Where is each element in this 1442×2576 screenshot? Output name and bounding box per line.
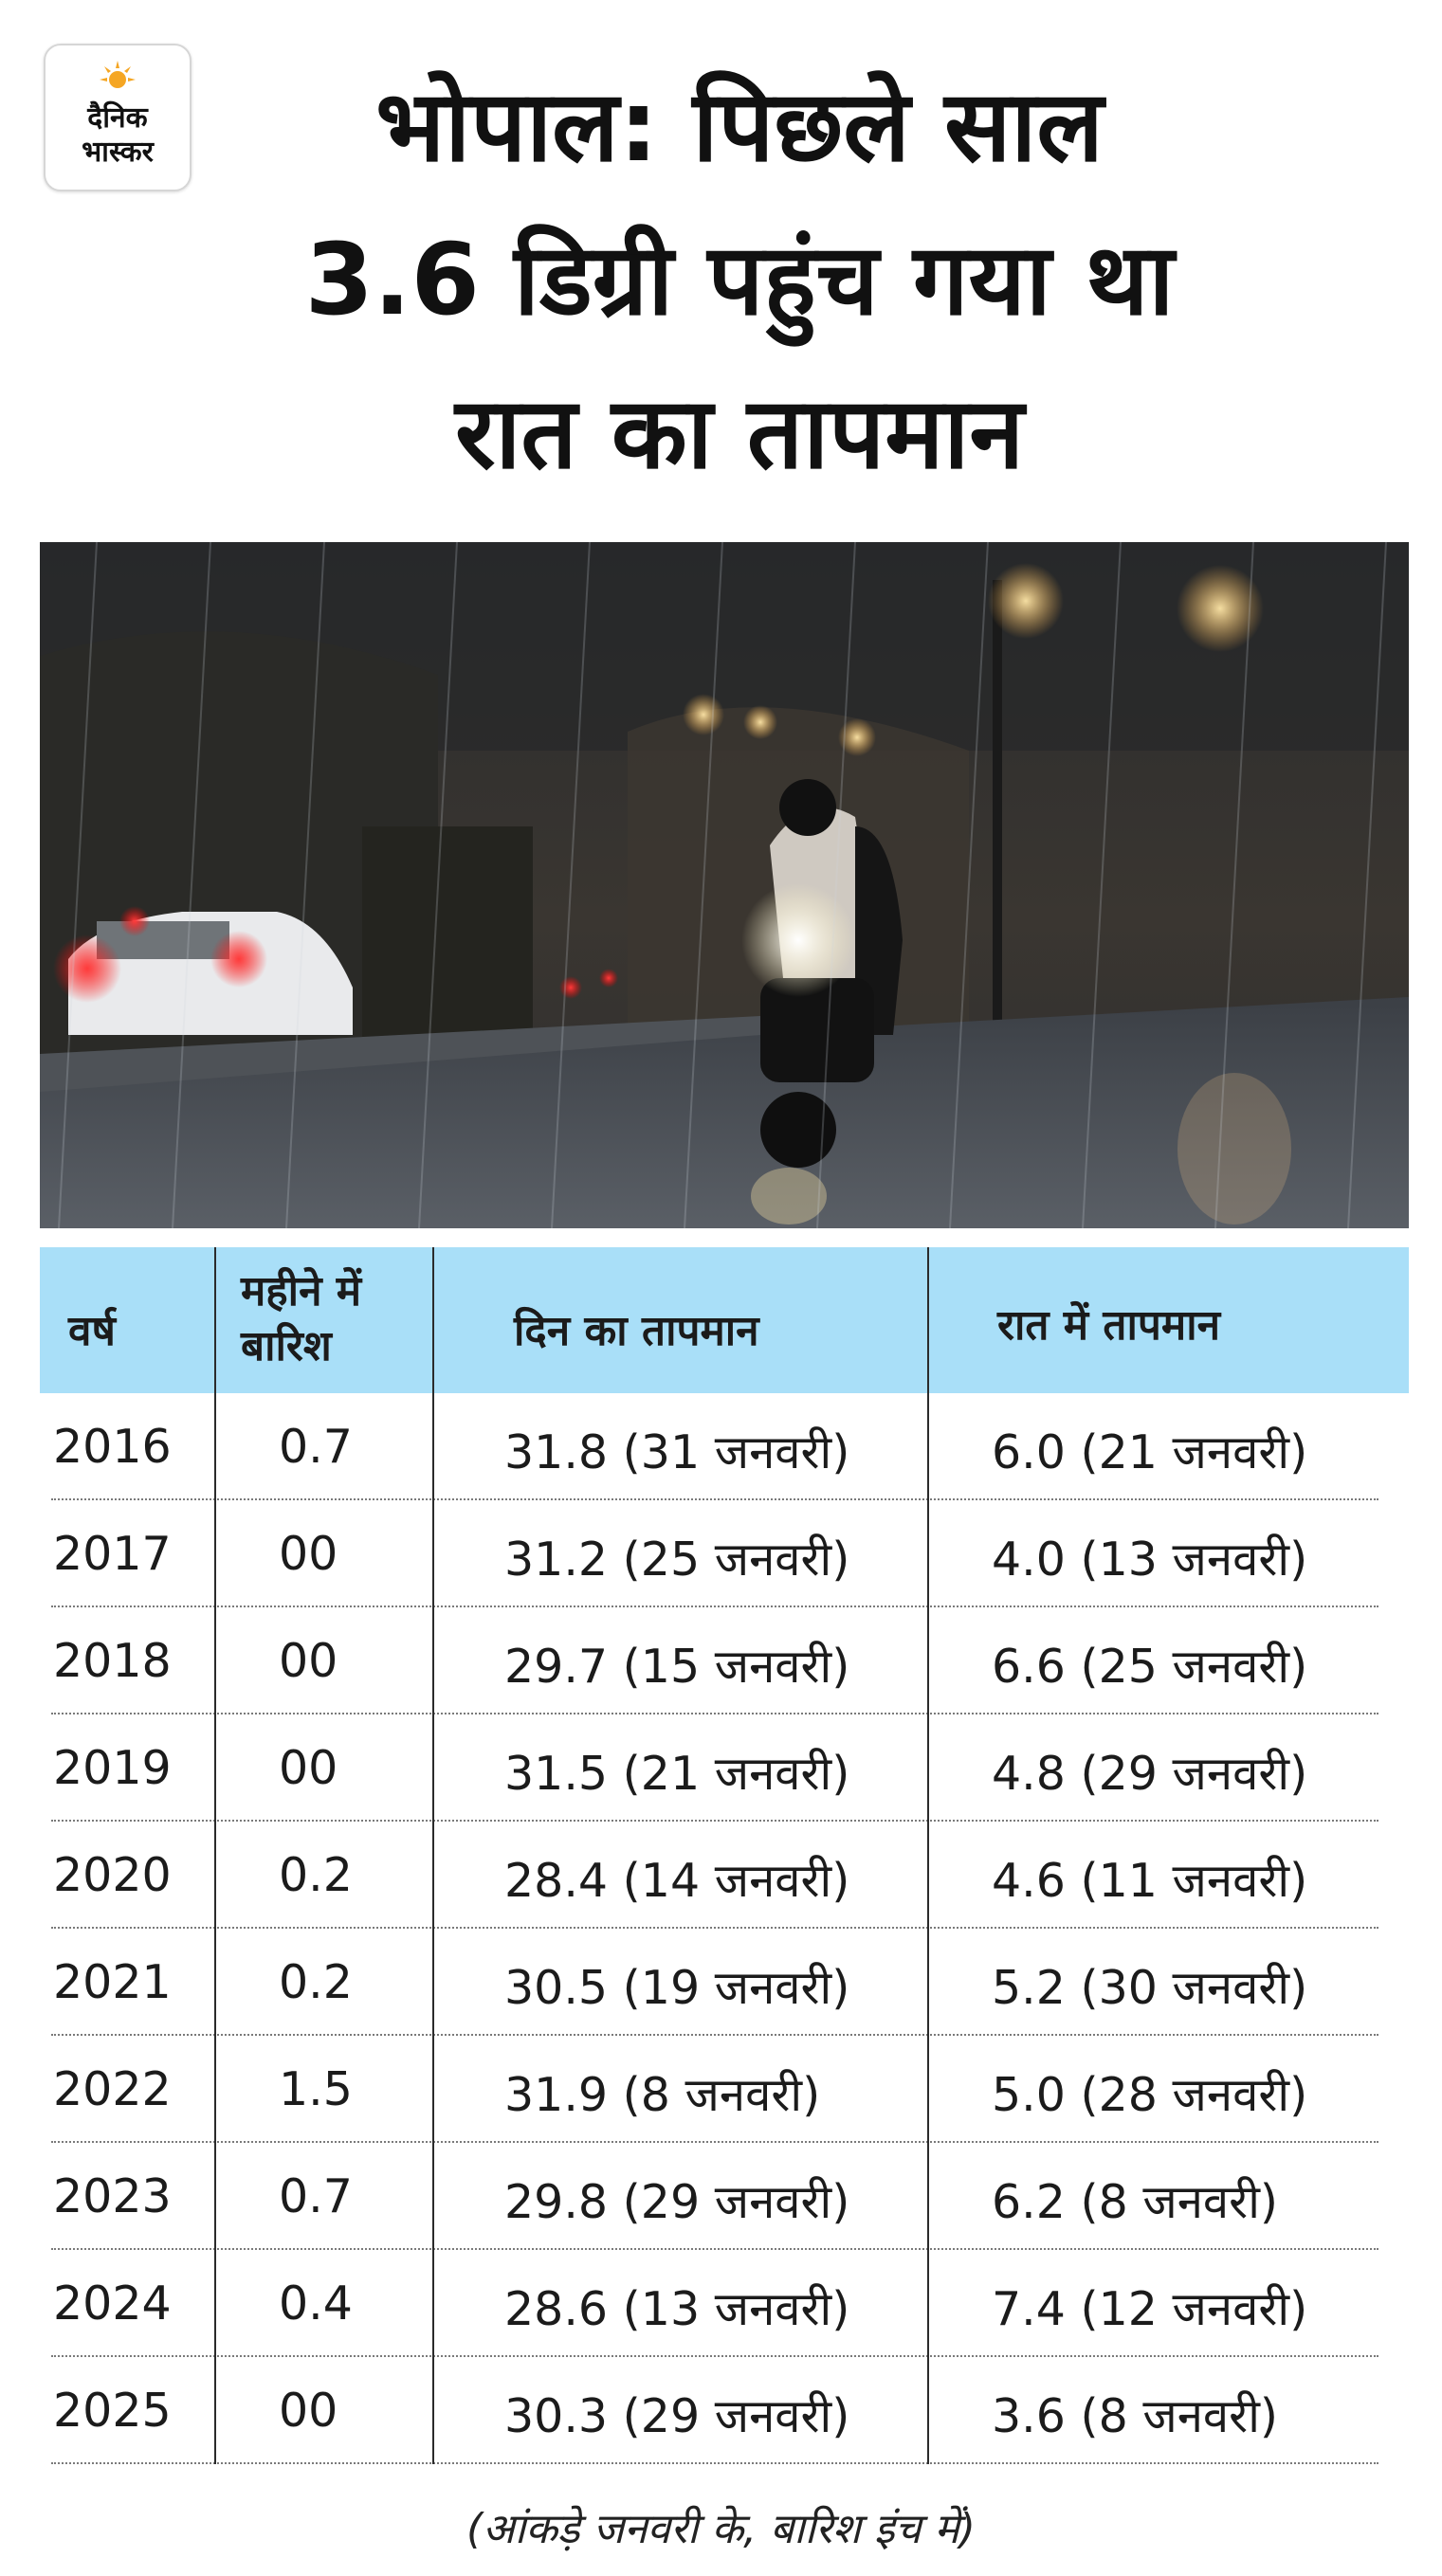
table-body: [40, 1393, 1409, 2464]
rainy-night-road-photo: [40, 542, 1409, 1228]
table-row: [40, 2250, 1409, 2357]
table-row: [40, 1714, 1409, 1822]
footnote: (आंकड़े जनवरी के, बारिश इंच में): [466, 2505, 976, 2553]
cell-year: 2023: [53, 2169, 172, 2223]
cell-day-temperature: 30.3 (29 जनवरी): [504, 2389, 850, 2443]
cell-rain: 00: [279, 1527, 338, 1581]
cell-night-temperature: 5.2 (30 जनवरी): [992, 1961, 1308, 2015]
logo-text-line2: भास्कर: [82, 136, 154, 169]
cell-night-temperature: 7.4 (12 जनवरी): [992, 2282, 1308, 2336]
header-monthly-rain: [241, 1264, 430, 1374]
row-separator: [51, 2462, 1378, 2464]
cell-year: 2019: [53, 1741, 172, 1795]
column-divider: [927, 1247, 929, 2464]
cell-day-temperature: 31.2 (25 जनवरी): [504, 1533, 850, 1587]
table-header: [40, 1247, 1409, 1393]
cell-rain: 0.2: [279, 1955, 353, 2009]
headline: [190, 49, 1289, 510]
header-rain-line2: बारिश: [241, 1322, 332, 1370]
cell-day-temperature: 28.4 (14 जनवरी): [504, 1854, 850, 1908]
logo-text-line1: दैनिक: [87, 101, 148, 135]
cell-rain: 1.5: [279, 2062, 353, 2116]
headline-line-3: रात का तापमान: [454, 375, 1025, 491]
table-row: [40, 1822, 1409, 1929]
cell-night-temperature: 4.6 (11 जनवरी): [992, 1854, 1308, 1908]
table-row: [40, 1393, 1409, 1500]
cell-night-temperature: 6.6 (25 जनवरी): [992, 1640, 1308, 1694]
cell-rain: 0.2: [279, 1848, 353, 1902]
sun-icon: [99, 59, 137, 97]
cell-night-temperature: 3.6 (8 जनवरी): [992, 2389, 1279, 2443]
cell-year: 2024: [53, 2277, 172, 2331]
table-row: [40, 1500, 1409, 1607]
cell-day-temperature: 30.5 (19 जनवरी): [504, 1961, 850, 2015]
column-divider: [432, 1247, 434, 2464]
headline-line-1: भोपाल: पिछले साल: [375, 68, 1104, 184]
cell-day-temperature: 31.5 (21 जनवरी): [504, 1747, 850, 1801]
cell-rain: 00: [279, 1634, 338, 1688]
cell-year: 2021: [53, 1955, 172, 2009]
table-row: [40, 1607, 1409, 1714]
cell-year: 2016: [53, 1420, 172, 1474]
cell-day-temperature: 31.8 (31 जनवरी): [504, 1425, 850, 1479]
cell-night-temperature: 4.8 (29 जनवरी): [992, 1747, 1308, 1801]
cell-night-temperature: 5.0 (28 जनवरी): [992, 2068, 1308, 2122]
header-year: वर्ष: [68, 1307, 116, 1355]
column-divider: [214, 1247, 216, 2464]
cell-rain: 00: [279, 1741, 338, 1795]
rain-temperature-table: [40, 1247, 1409, 2464]
cell-day-temperature: 29.7 (15 जनवरी): [504, 1640, 850, 1694]
headline-line-2: 3.6 डिग्री पहुंच गया था: [304, 222, 1175, 337]
cell-day-temperature: 28.6 (13 जनवरी): [504, 2282, 850, 2336]
cell-night-temperature: 6.2 (8 जनवरी): [992, 2175, 1279, 2229]
table-row: [40, 2357, 1409, 2464]
cell-year: 2017: [53, 1527, 172, 1581]
cell-night-temperature: 4.0 (13 जनवरी): [992, 1533, 1308, 1587]
cell-night-temperature: 6.0 (21 जनवरी): [992, 1425, 1308, 1479]
cell-rain: 00: [279, 2384, 338, 2438]
table-row: [40, 2036, 1409, 2143]
cell-year: 2022: [53, 2062, 172, 2116]
cell-year: 2020: [53, 1848, 172, 1902]
cell-year: 2018: [53, 1634, 172, 1688]
cell-year: 2025: [53, 2384, 172, 2438]
header-rain-line1: महीने में: [241, 1267, 362, 1315]
cell-rain: 0.7: [279, 2169, 353, 2223]
table-row: [40, 2143, 1409, 2250]
dainik-bhaskar-logo: [44, 44, 192, 191]
cell-day-temperature: 29.8 (29 जनवरी): [504, 2175, 850, 2229]
table-row: [40, 1929, 1409, 2036]
cell-rain: 0.7: [279, 1420, 353, 1474]
cell-day-temperature: 31.9 (8 जनवरी): [504, 2068, 821, 2122]
header-night-temperature: रात में तापमान: [997, 1301, 1221, 1350]
header-day-temperature: दिन का तापमान: [514, 1307, 759, 1355]
cell-rain: 0.4: [279, 2277, 353, 2331]
